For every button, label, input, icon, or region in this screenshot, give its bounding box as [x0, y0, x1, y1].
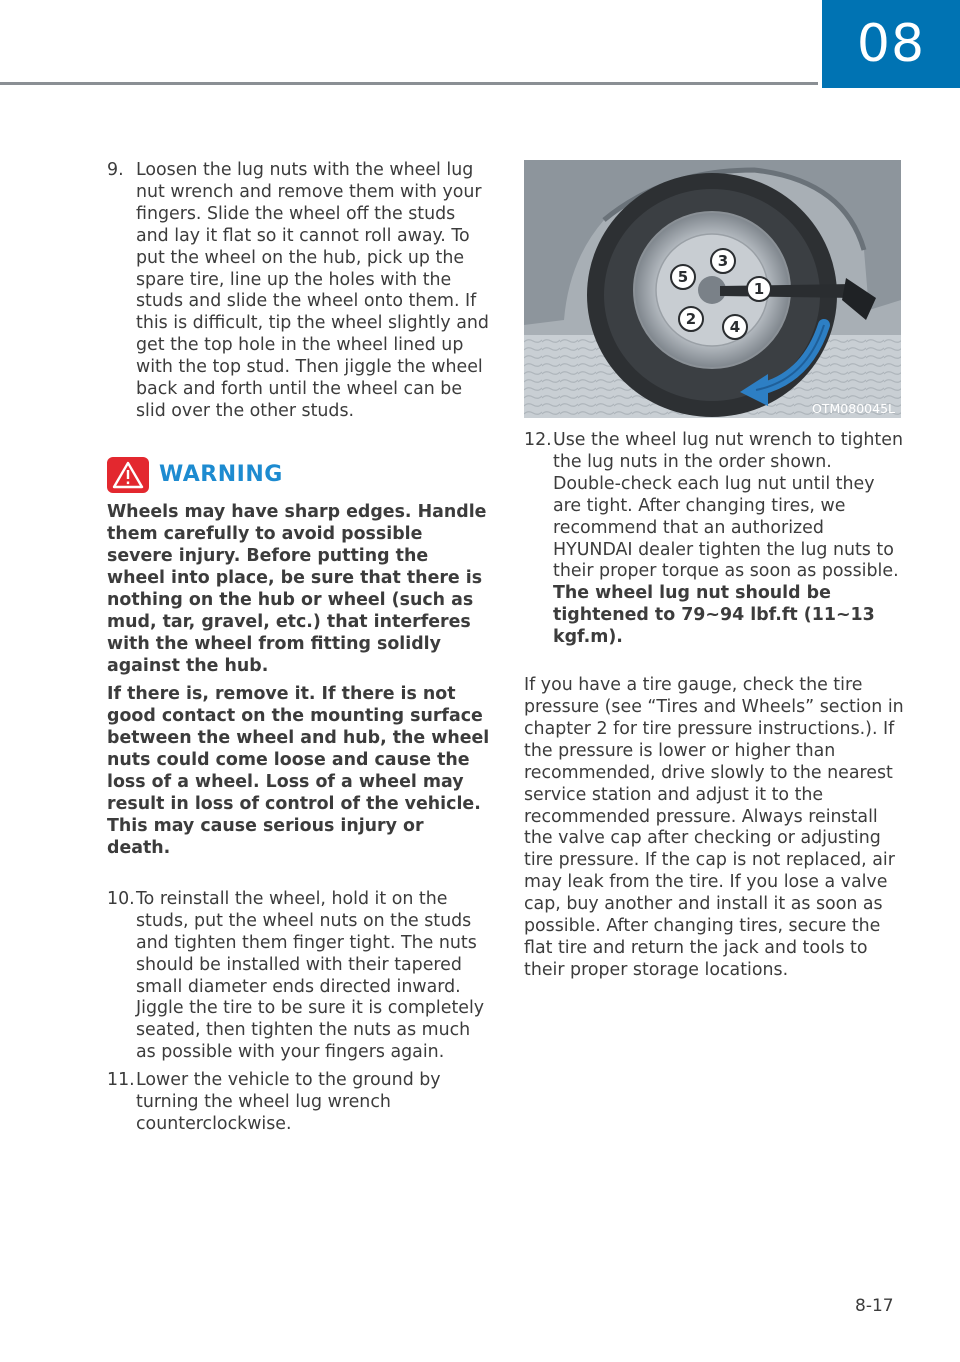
wheel-drawing	[524, 160, 901, 418]
step-number: 11.	[107, 1070, 135, 1091]
warning-title: WARNING	[159, 462, 283, 488]
step-12	[524, 430, 904, 649]
left-column	[107, 160, 492, 1136]
warning-header	[107, 457, 492, 493]
warning-triangle-icon	[107, 457, 149, 493]
header-rule	[0, 82, 818, 85]
lug-label-3: 3	[710, 248, 736, 274]
warning-paragraph: If there is, remove it. If there is not good contact on the mounting surface between the wheel and hub, the wheel nuts could come loose and cause the loss of a wheel. Loss of a wheel may result in loss of control of the vehicle. This may cause serious injury or death.	[107, 683, 490, 858]
warning-paragraph: Wheels may have sharp edges. Handle them carefully to avoid possible severe injury. Before putting the wheel into place, be sure that there is nothing on the hub or wheel (such as mud, tar, gravel, etc.) that interferes with the wheel from fitting solidly against the hub.	[107, 501, 487, 676]
chapter-tab: 08	[822, 0, 960, 88]
warning-text	[107, 501, 492, 859]
step-9	[107, 160, 492, 423]
wheel-illustration	[524, 160, 901, 418]
step-text-regular: Use the wheel lug nut wrench to tighten the lug nuts in the order shown. Double-check each lug nut until they are tight. After changing tires, we recommend that an authorized HYUNDAI dealer tighten the lug nuts to their proper torque as soon as possible.	[553, 430, 903, 582]
lug-label-5: 5	[670, 264, 696, 290]
step-11	[107, 1070, 492, 1136]
lug-label-1: 1	[746, 276, 772, 302]
page-number: 8-17	[855, 1296, 894, 1316]
figure-code: OTM080045L	[812, 401, 895, 416]
warning-box	[107, 457, 492, 859]
right-column	[524, 160, 904, 982]
lug-label-2: 2	[678, 306, 704, 332]
step-text: To reinstall the wheel, hold it on the studs, put the wheel nuts on the studs and tighten them finger tight. The nuts should be installed with their tapered small diameter ends directed inward. Jiggle the tire to be sure it is completely seated, then tighten the nuts as much as possible with your fingers again.	[136, 888, 485, 1063]
lug-label-4: 4	[722, 314, 748, 340]
step-text	[524, 430, 904, 649]
tire-pressure-paragraph: If you have a tire gauge, check the tire pressure (see “Tires and Wheels” section in chapter 2 for tire pressure instructions.). If the pressure is lower or higher than recommended, drive slowly to the nearest service station and adjust it to the recommended pressure. Always reinstall the valve cap after checking or adjusting tire pressure. If the cap is not replaced, air may leak from the tire. If you lose a valve cap, buy another and install it as soon as possible. After changing tires, secure the flat tire and return the jack and tools to their proper storage locations.	[524, 675, 904, 980]
step-10	[107, 889, 492, 1064]
step-number: 12.	[524, 430, 552, 450]
step-text: Lower the vehicle to the ground by turning the wheel lug wrench counterclockwise.	[136, 1070, 441, 1134]
step-text-bold: The wheel lug nut should be tightened to 79~94 lbf.ft (11~13 kgf.m).	[553, 583, 875, 648]
step-number: 9.	[107, 160, 124, 180]
step-number: 10.	[107, 888, 135, 909]
step-text: Loosen the lug nuts with the wheel lug nut wrench and remove them with your fingers. Slide the wheel off the studs and lay it flat so it cannot roll away. To put the wheel on the hub, pick up the spare tire, line up the holes with the studs and slide the wheel onto them. If this is difficult, tip the wheel slightly and get the top hole in the wheel lined up with the top stud. Then jiggle the wheel back and forth until the wheel can be slid over the other studs.	[136, 160, 489, 421]
